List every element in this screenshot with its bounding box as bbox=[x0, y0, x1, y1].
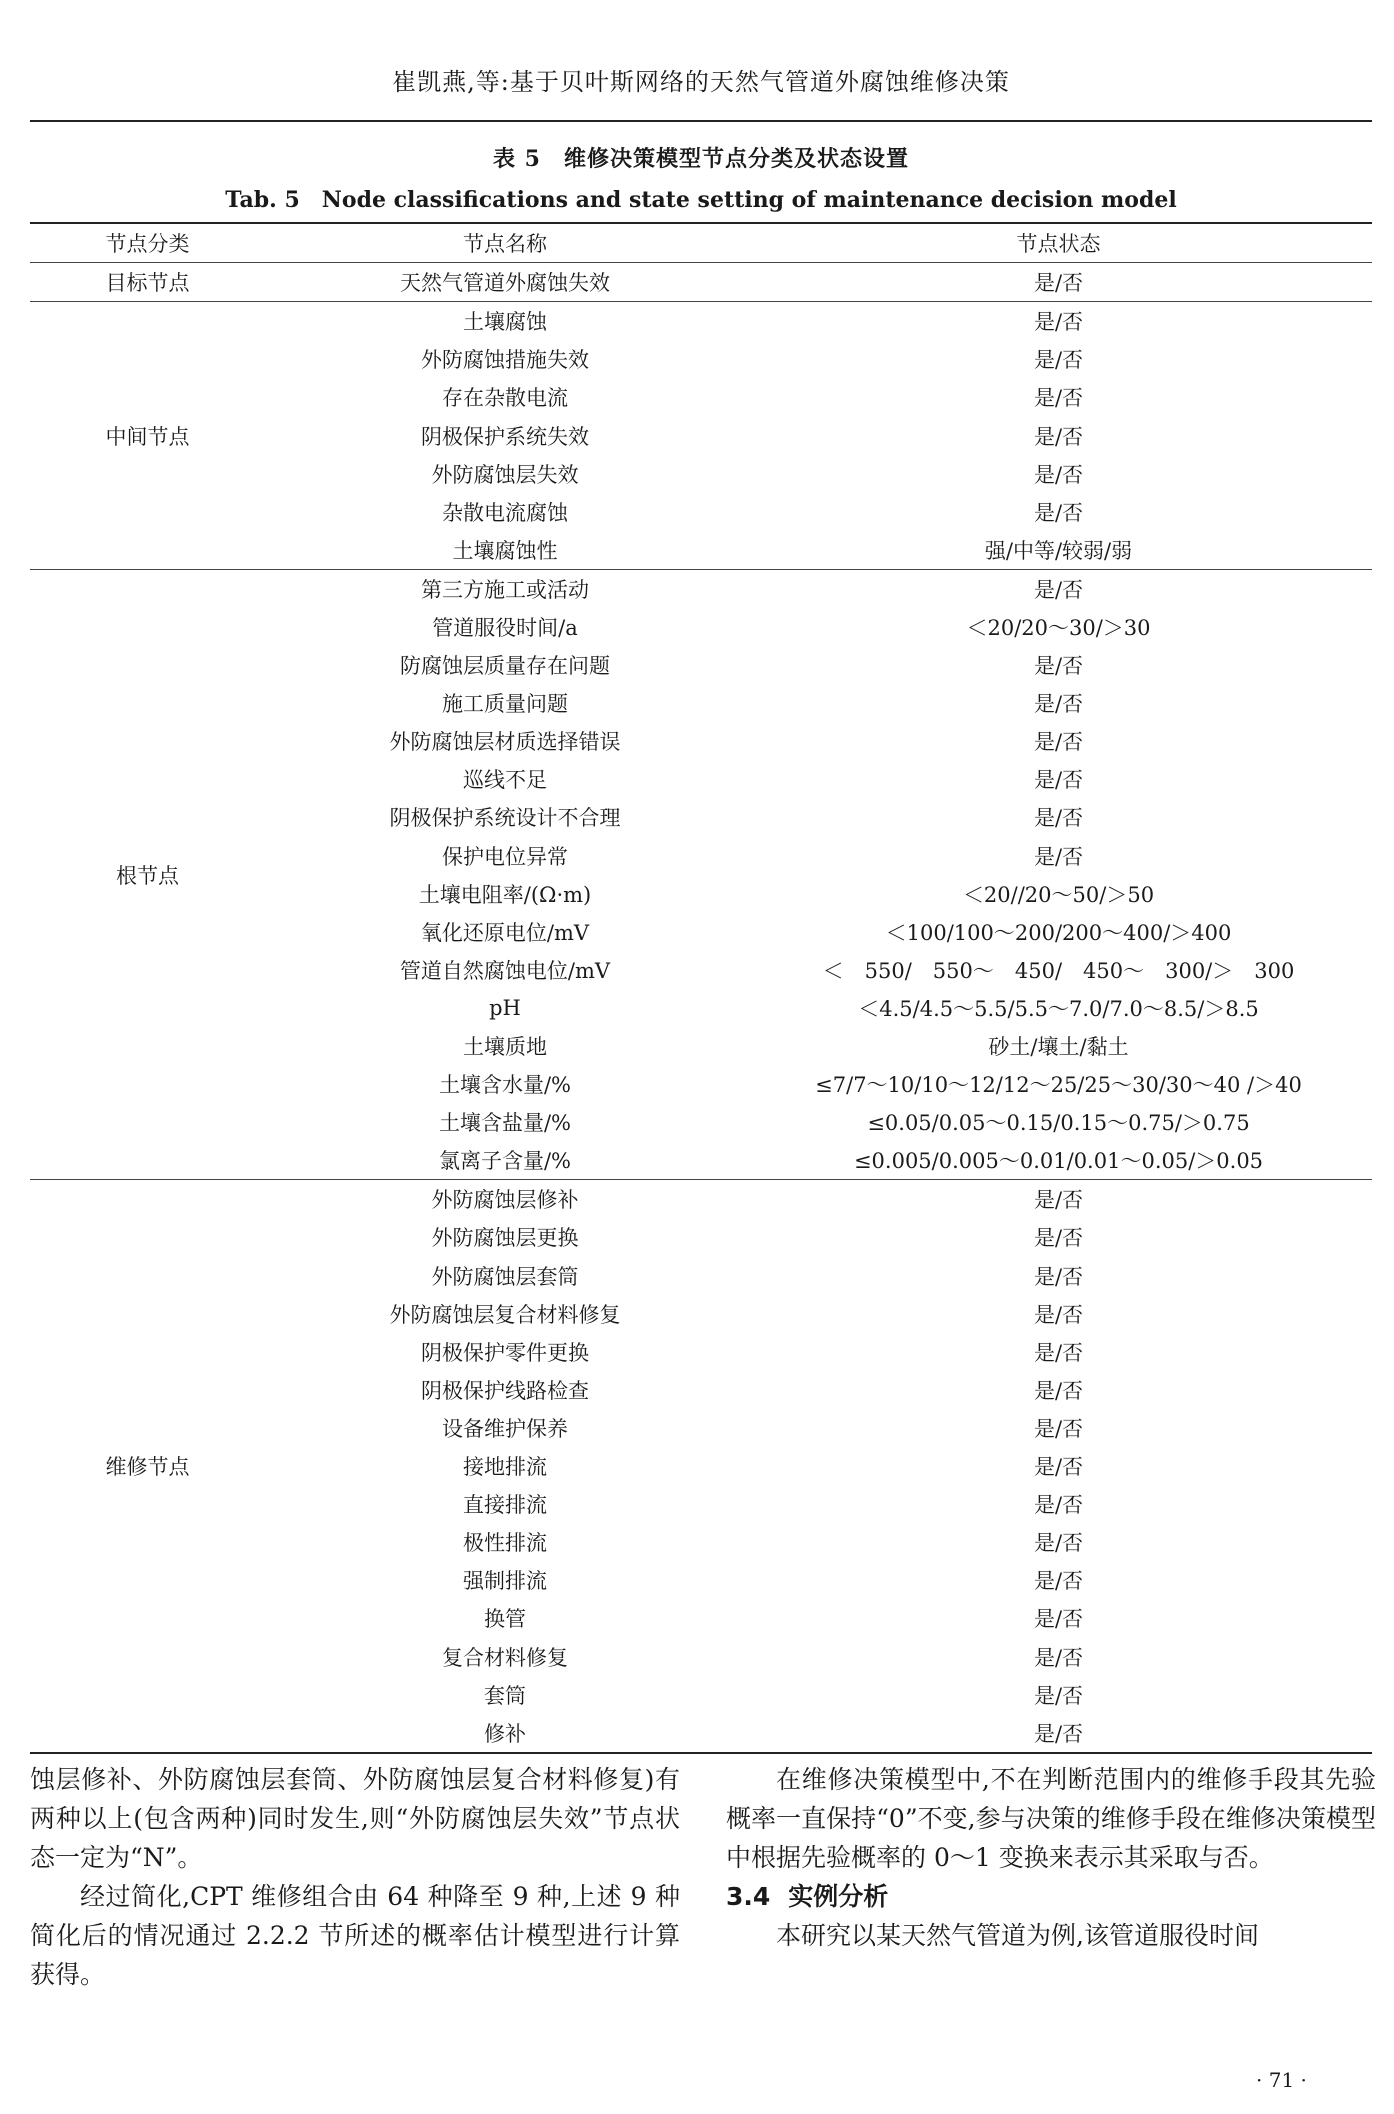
table-caption-cn: 表 5 维修决策模型节点分类及状态设置 bbox=[493, 146, 909, 172]
node-name: 强制排流 bbox=[463, 1569, 547, 1594]
table-row bbox=[30, 263, 1372, 302]
header-rule bbox=[30, 120, 1372, 122]
node-name: 土壤电阻率/(Ω·m) bbox=[418, 882, 592, 907]
node-name: 阴极保护系统设计不合理 bbox=[389, 806, 621, 831]
node-state: 是/否 bbox=[1033, 692, 1084, 717]
node-name: 管道自然腐蚀电位/mV bbox=[399, 958, 611, 983]
node-name: 设备维护保养 bbox=[442, 1416, 568, 1441]
node-state: ≤0.05/0.05～0.15/0.15～0.75/＞0.75 bbox=[867, 1111, 1250, 1136]
node-state: 是/否 bbox=[1033, 1645, 1084, 1670]
body-paragraph: 本研究以某天然气管道为例,该管道服役时间 bbox=[776, 1921, 1259, 1950]
node-state: 是/否 bbox=[1033, 806, 1084, 831]
node-name: 保护电位异常 bbox=[442, 844, 568, 869]
table-row bbox=[30, 569, 1372, 608]
node-state: 是/否 bbox=[745, 302, 1372, 341]
node-name: 土壤含水量/% bbox=[438, 1073, 572, 1098]
section-title: 实例分析 bbox=[788, 1882, 889, 1911]
header-node-state: 节点状态 bbox=[745, 224, 1372, 263]
node-state: 是/否 bbox=[1033, 1607, 1084, 1632]
node-state: 是/否 bbox=[1033, 1416, 1084, 1441]
node-state: 是/否 bbox=[1033, 654, 1084, 679]
page-number: · 71 · bbox=[1256, 2068, 1307, 2092]
node-state: 是/否 bbox=[1033, 1721, 1084, 1746]
node-state: 是/否 bbox=[745, 569, 1372, 608]
node-name: 施工质量问题 bbox=[442, 692, 568, 717]
node-name: 换管 bbox=[484, 1607, 526, 1632]
node-name: 杂散电流腐蚀 bbox=[442, 500, 568, 525]
node-name: 防腐蚀层质量存在问题 bbox=[400, 654, 610, 679]
node-name: 第三方施工或活动 bbox=[265, 569, 745, 608]
node-name: 套筒 bbox=[484, 1683, 526, 1708]
body-paragraph: 在维修决策模型中,不在判断范围内的维修手段其先验概率一直保持“0”不变,参与决策的维修手段在维修决策模型中根据先验概率的 0～1 变换来表示其采取与否。 bbox=[726, 1765, 1376, 1872]
node-state: ＜100/100～200/200～400/＞400 bbox=[885, 920, 1232, 945]
node-name: 修补 bbox=[484, 1721, 526, 1746]
node-name: 存在杂散电流 bbox=[442, 386, 568, 411]
node-name: 外防腐蚀层更换 bbox=[431, 1226, 579, 1251]
node-category: 目标节点 bbox=[105, 271, 190, 296]
node-name: 极性排流 bbox=[463, 1531, 547, 1556]
node-name: 复合材料修复 bbox=[442, 1645, 568, 1670]
node-name: 氧化还原电位/mV bbox=[420, 920, 590, 945]
node-name: 氯离子含量/% bbox=[438, 1149, 572, 1174]
node-state: 是/否 bbox=[1033, 1531, 1084, 1556]
node-name: 阴极保护线路检查 bbox=[421, 1378, 589, 1403]
body-column-right bbox=[726, 1760, 1376, 1955]
node-state: 是/否 bbox=[1033, 768, 1084, 793]
node-name: 直接排流 bbox=[463, 1493, 547, 1518]
node-name: 土壤质地 bbox=[463, 1035, 547, 1060]
header-category: 节点分类 bbox=[30, 224, 265, 263]
node-name: 外防腐蚀层失效 bbox=[431, 462, 579, 487]
node-state: ＜20/20～30/＞30 bbox=[966, 615, 1151, 640]
body-paragraph: 蚀层修补、外防腐蚀层套筒、外防腐蚀层复合材料修复)有两种以上(包含两种)同时发生,则“外防腐蚀层失效”节点状态一定为“N”。 bbox=[30, 1765, 680, 1872]
table-header-row bbox=[30, 224, 1372, 263]
header-node-name: 节点名称 bbox=[265, 224, 745, 263]
node-state: 是/否 bbox=[1033, 500, 1084, 525]
node-name: 阴极保护零件更换 bbox=[421, 1340, 589, 1365]
node-name: 外防腐蚀层复合材料修复 bbox=[389, 1302, 621, 1327]
node-name: 巡线不足 bbox=[463, 768, 547, 793]
node-state: 是/否 bbox=[1033, 730, 1084, 755]
node-category: 维修节点 bbox=[30, 1180, 265, 1752]
node-state: 是/否 bbox=[1033, 844, 1084, 869]
node-state: 是/否 bbox=[1033, 386, 1084, 411]
node-state: 是/否 bbox=[1033, 1340, 1084, 1365]
node-state: 是/否 bbox=[1033, 1264, 1084, 1289]
table-row bbox=[30, 302, 1372, 341]
body-column-left bbox=[30, 1760, 680, 1994]
node-category: 根节点 bbox=[30, 569, 265, 1180]
node-state: 是/否 bbox=[1033, 1569, 1084, 1594]
node-name: pH bbox=[489, 995, 521, 1020]
node-name: 土壤含盐量/% bbox=[438, 1111, 572, 1136]
node-name: 土壤腐蚀性 bbox=[452, 538, 558, 563]
section-number: 3.4 bbox=[726, 1882, 771, 1911]
body-paragraph: 经过简化,CPT 维修组合由 64 种降至 9 种,上述 9 种简化后的情况通过 2.2.2 节所述的概率估计模型进行计算获得。 bbox=[30, 1882, 680, 1989]
node-name: 外防腐蚀措施失效 bbox=[421, 348, 589, 373]
node-table bbox=[30, 222, 1372, 1754]
section-heading bbox=[726, 1877, 1376, 1916]
node-name: 接地排流 bbox=[463, 1455, 547, 1480]
node-name: 阴极保护系统失效 bbox=[421, 424, 589, 449]
node-state: 是/否 bbox=[1033, 1302, 1084, 1327]
node-state: 是/否 bbox=[1033, 1683, 1084, 1708]
node-state: 是/否 bbox=[1033, 1226, 1084, 1251]
table-caption-en: Tab. 5 Node classifications and state setting of maintenance decision model bbox=[225, 187, 1177, 213]
node-name: 管道服役时间/a bbox=[432, 615, 578, 640]
node-state: ≤7/7～10/10～12/12～25/25～30/30～40 /＞40 bbox=[815, 1073, 1302, 1098]
node-state: ≤0.005/0.005～0.01/0.01～0.05/＞0.05 bbox=[853, 1149, 1264, 1174]
node-state: 是/否 bbox=[1033, 1455, 1084, 1480]
node-state: 是/否 bbox=[1033, 348, 1084, 373]
node-name: 外防腐蚀层修补 bbox=[265, 1180, 745, 1219]
node-name: 土壤腐蚀 bbox=[265, 302, 745, 341]
node-state: ＜ 550/ 550～ 450/ 450～ 300/＞ 300 bbox=[822, 958, 1295, 983]
node-state: ＜4.5/4.5～5.5/5.5～7.0/7.0～8.5/＞8.5 bbox=[858, 996, 1259, 1021]
node-state: 是/否 bbox=[1033, 424, 1084, 449]
node-name: 外防腐蚀层材质选择错误 bbox=[389, 730, 621, 755]
table-body bbox=[30, 263, 1372, 1752]
node-state: 是/否 bbox=[1033, 1378, 1084, 1403]
node-name: 外防腐蚀层套筒 bbox=[431, 1264, 579, 1289]
node-state: 强/中等/较弱/弱 bbox=[984, 538, 1133, 563]
running-header: 崔凯燕,等:基于贝叶斯网络的天然气管道外腐蚀维修决策 bbox=[392, 68, 1010, 96]
node-state: 是/否 bbox=[1033, 271, 1084, 296]
node-state: 是/否 bbox=[1033, 1493, 1084, 1518]
table-row bbox=[30, 1180, 1372, 1219]
node-state: 是/否 bbox=[1033, 462, 1084, 487]
node-name: 天然气管道外腐蚀失效 bbox=[400, 271, 610, 296]
node-state: 是/否 bbox=[745, 1180, 1372, 1219]
node-category: 中间节点 bbox=[30, 302, 265, 570]
node-state: 砂土/壤土/黏土 bbox=[988, 1035, 1129, 1060]
node-state: ＜20//20～50/＞50 bbox=[962, 882, 1155, 907]
